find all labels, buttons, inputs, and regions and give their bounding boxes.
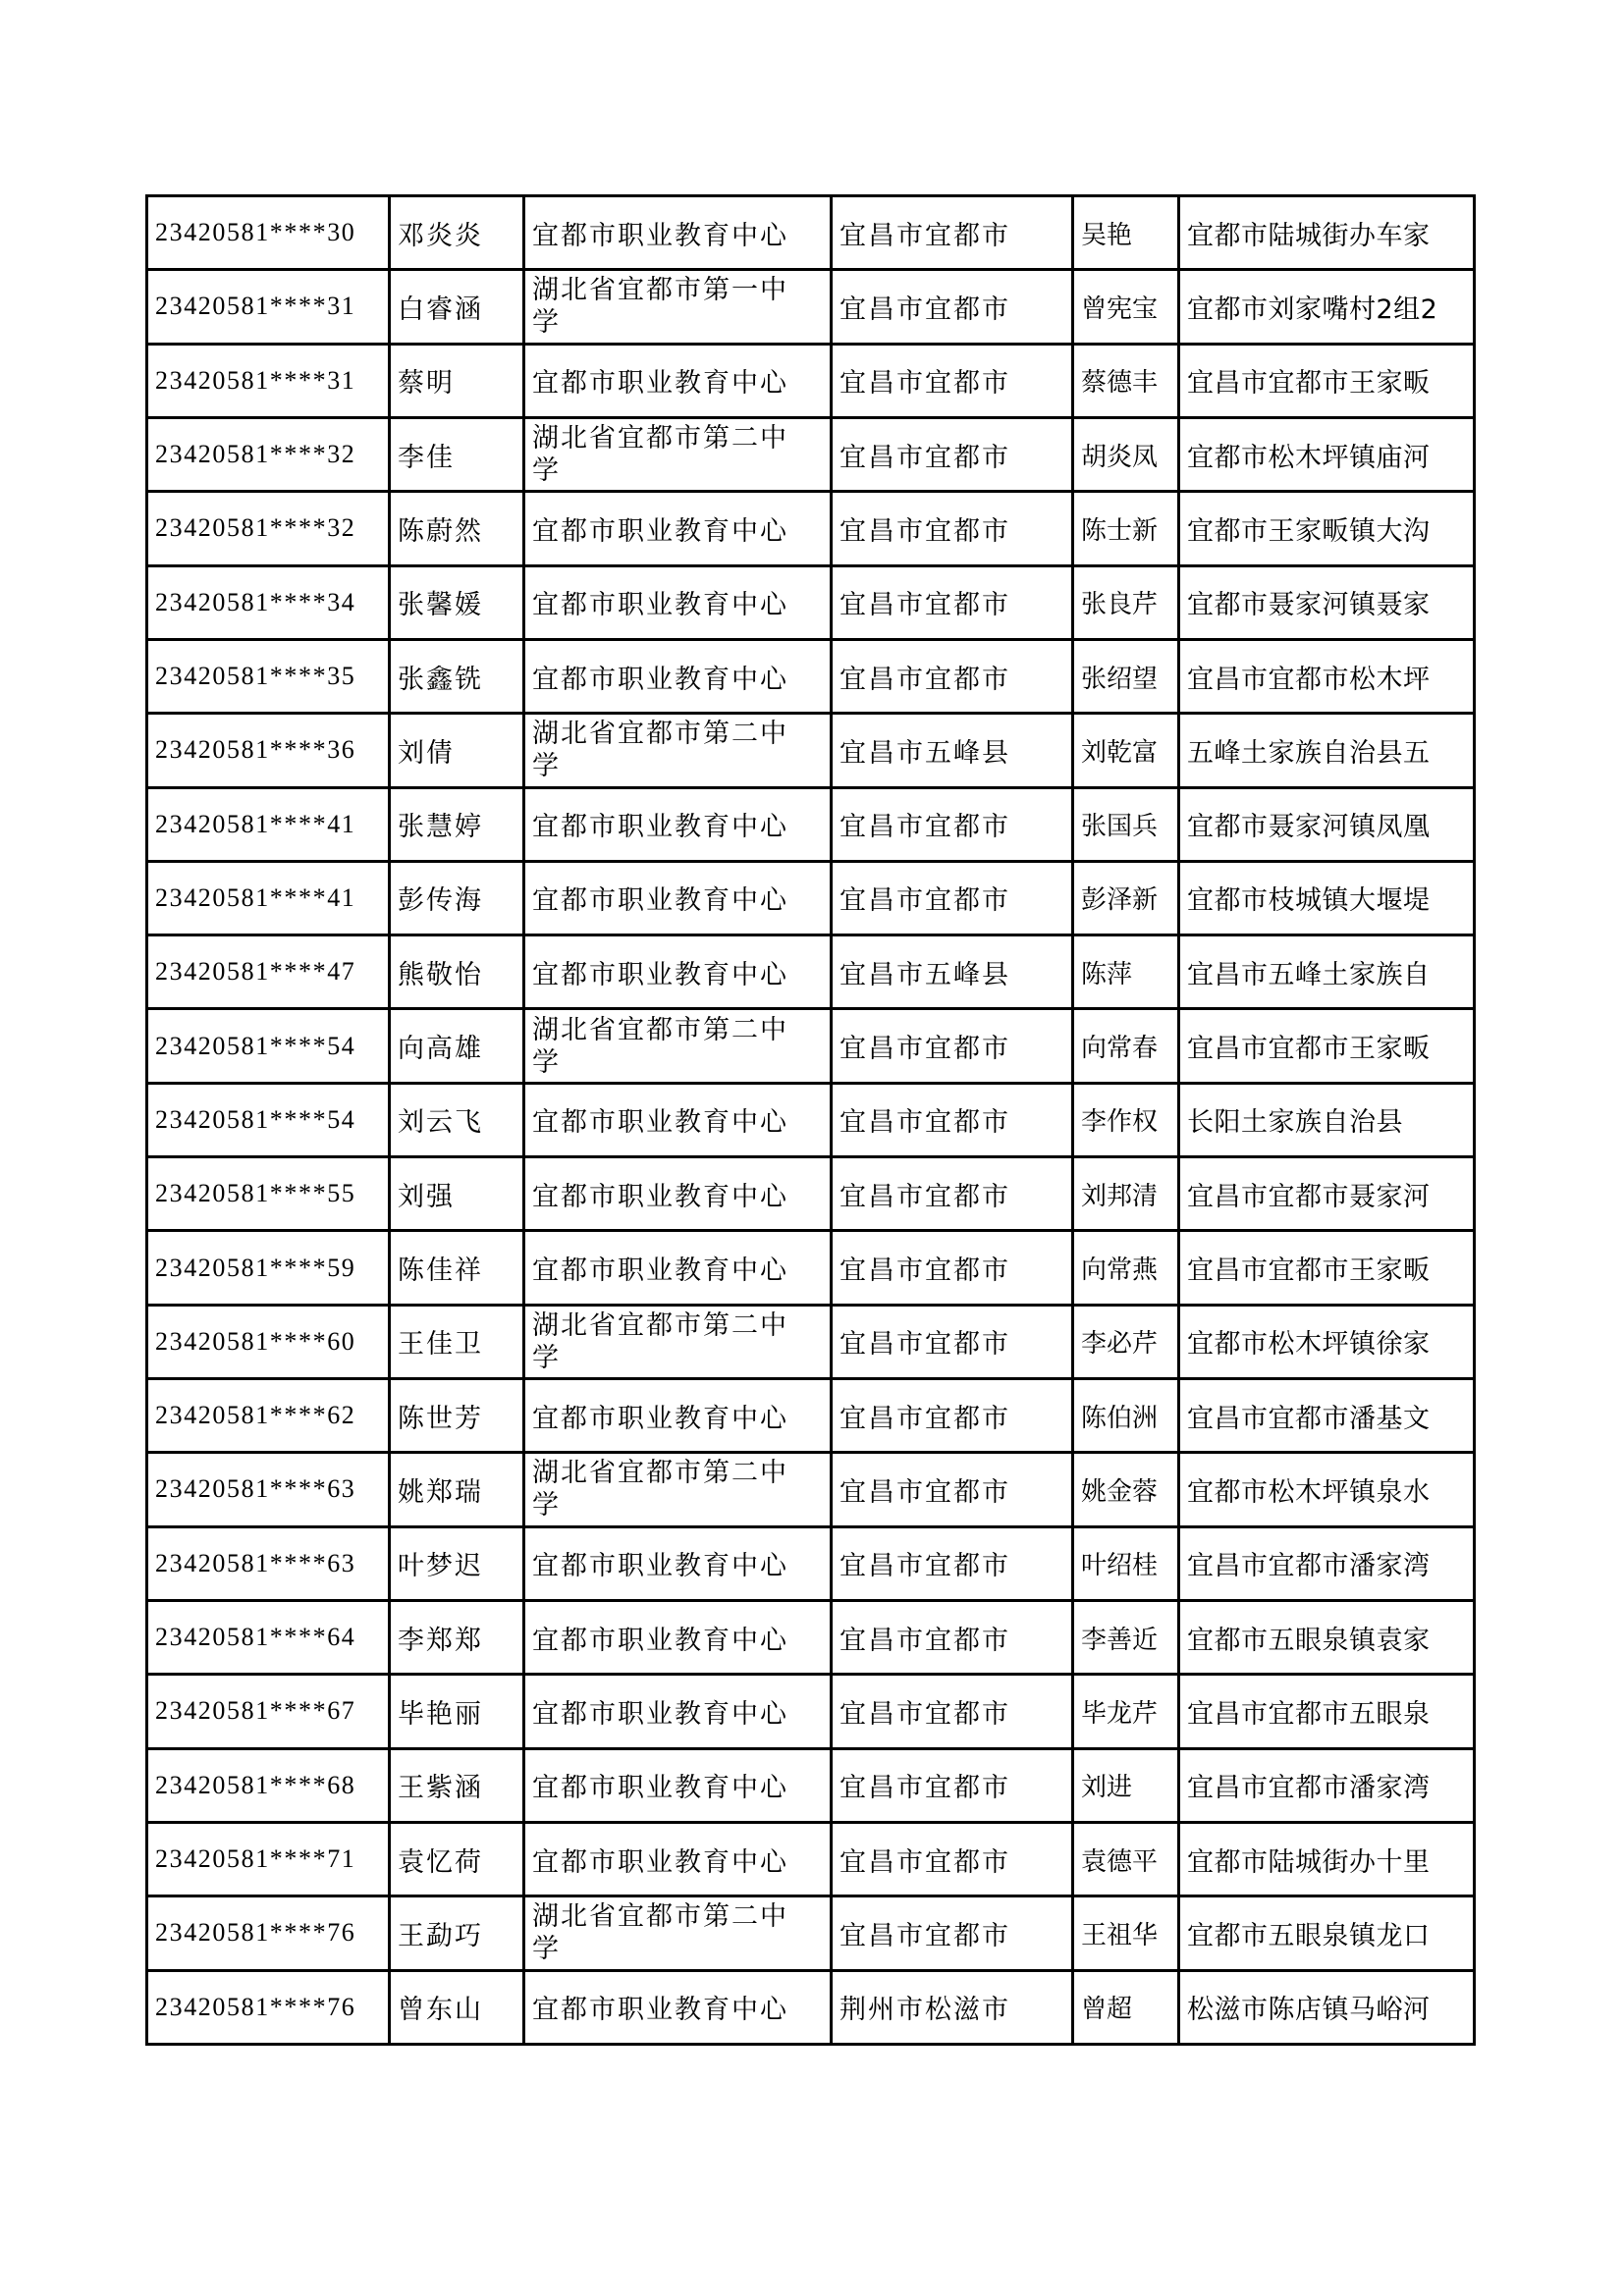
- id-number-cell: 23420581****34: [147, 565, 390, 639]
- school-cell: 宜都市职业教育中心: [524, 1526, 832, 1600]
- id-number-cell: 23420581****54: [147, 1009, 390, 1083]
- id-number-cell: 23420581****76: [147, 1896, 390, 1970]
- student-name-cell: 熊敬怡: [390, 935, 524, 1009]
- address-cell: 宜都市五眼泉镇龙口: [1179, 1896, 1475, 1970]
- student-name-cell: 陈佳祥: [390, 1231, 524, 1305]
- table-row: [147, 270, 1475, 344]
- id-number-cell: 23420581****41: [147, 861, 390, 934]
- table-row: [147, 1970, 1475, 2045]
- household-location-cell: 宜昌市宜都市: [832, 196, 1073, 270]
- guardian-name-cell: 毕龙芹: [1073, 1675, 1179, 1748]
- guardian-name-cell: 吴艳: [1073, 196, 1179, 270]
- address-cell: 宜昌市宜都市松木坪: [1179, 639, 1475, 713]
- student-name-cell: 陈世芳: [390, 1379, 524, 1453]
- address-cell: 宜都市陆城街办十里: [1179, 1822, 1475, 1896]
- school-cell: 湖北省宜都市第二中学: [524, 1896, 832, 1970]
- id-number-cell: 23420581****63: [147, 1453, 390, 1526]
- id-number-cell: 23420581****31: [147, 270, 390, 344]
- guardian-name-cell: 向常燕: [1073, 1231, 1179, 1305]
- guardian-name-cell: 刘进: [1073, 1748, 1179, 1822]
- address-cell: 宜都市刘家嘴村2组2: [1179, 270, 1475, 344]
- address-cell: 宜都市陆城街办车家: [1179, 196, 1475, 270]
- id-number-cell: 23420581****67: [147, 1675, 390, 1748]
- school-cell: 湖北省宜都市第二中学: [524, 1453, 832, 1526]
- student-name-cell: 张鑫铣: [390, 639, 524, 713]
- id-number-cell: 23420581****62: [147, 1379, 390, 1453]
- student-name-cell: 王紫涵: [390, 1748, 524, 1822]
- household-location-cell: 宜昌市五峰县: [832, 935, 1073, 1009]
- student-name-cell: 李郑郑: [390, 1600, 524, 1674]
- household-location-cell: 宜昌市宜都市: [832, 1675, 1073, 1748]
- guardian-name-cell: 彭泽新: [1073, 861, 1179, 934]
- household-location-cell: 宜昌市宜都市: [832, 639, 1073, 713]
- school-cell: 湖北省宜都市第二中学: [524, 417, 832, 491]
- table-row: [147, 1600, 1475, 1674]
- address-cell: 宜昌市宜都市王家畈: [1179, 1231, 1475, 1305]
- student-name-cell: 张慧婷: [390, 787, 524, 861]
- guardian-name-cell: 李作权: [1073, 1083, 1179, 1156]
- student-name-cell: 叶梦迟: [390, 1526, 524, 1600]
- household-location-cell: 宜昌市宜都市: [832, 1379, 1073, 1453]
- id-number-cell: 23420581****64: [147, 1600, 390, 1674]
- address-cell: 松滋市陈店镇马峪河: [1179, 1970, 1475, 2045]
- student-name-cell: 王佳卫: [390, 1305, 524, 1378]
- school-cell: 湖北省宜都市第二中学: [524, 1305, 832, 1378]
- address-cell: 宜昌市宜都市王家畈: [1179, 344, 1475, 417]
- household-location-cell: 宜昌市宜都市: [832, 1453, 1073, 1526]
- student-name-cell: 李佳: [390, 417, 524, 491]
- guardian-name-cell: 李必芹: [1073, 1305, 1179, 1378]
- student-name-cell: 蔡明: [390, 344, 524, 417]
- table-row: [147, 1305, 1475, 1378]
- id-number-cell: 23420581****68: [147, 1748, 390, 1822]
- household-location-cell: 宜昌市宜都市: [832, 1083, 1073, 1156]
- student-name-cell: 王勐巧: [390, 1896, 524, 1970]
- household-location-cell: 宜昌市宜都市: [832, 417, 1073, 491]
- household-location-cell: 荆州市松滋市: [832, 1970, 1073, 2045]
- id-number-cell: 23420581****41: [147, 787, 390, 861]
- id-number-cell: 23420581****35: [147, 639, 390, 713]
- address-cell: 宜都市聂家河镇聂家: [1179, 565, 1475, 639]
- student-name-cell: 白睿涵: [390, 270, 524, 344]
- guardian-name-cell: 曾宪宝: [1073, 270, 1179, 344]
- student-name-cell: 袁忆荷: [390, 1822, 524, 1896]
- id-number-cell: 23420581****31: [147, 344, 390, 417]
- household-location-cell: 宜昌市宜都市: [832, 1526, 1073, 1600]
- address-cell: 宜昌市宜都市潘家湾: [1179, 1748, 1475, 1822]
- student-name-cell: 刘强: [390, 1157, 524, 1231]
- guardian-name-cell: 曾超: [1073, 1970, 1179, 2045]
- address-cell: 宜昌市五峰土家族自: [1179, 935, 1475, 1009]
- school-cell: 宜都市职业教育中心: [524, 935, 832, 1009]
- household-location-cell: 宜昌市宜都市: [832, 565, 1073, 639]
- household-location-cell: 宜昌市宜都市: [832, 1305, 1073, 1378]
- school-cell: 宜都市职业教育中心: [524, 1970, 832, 2045]
- student-name-cell: 彭传海: [390, 861, 524, 934]
- school-cell: 宜都市职业教育中心: [524, 1379, 832, 1453]
- id-number-cell: 23420581****60: [147, 1305, 390, 1378]
- school-cell: 宜都市职业教育中心: [524, 639, 832, 713]
- id-number-cell: 23420581****63: [147, 1526, 390, 1600]
- id-number-cell: 23420581****32: [147, 417, 390, 491]
- address-cell: 宜都市五眼泉镇袁家: [1179, 1600, 1475, 1674]
- student-name-cell: 刘倩: [390, 714, 524, 787]
- school-cell: 宜都市职业教育中心: [524, 1822, 832, 1896]
- address-cell: 宜都市聂家河镇凤凰: [1179, 787, 1475, 861]
- address-cell: 五峰土家族自治县五: [1179, 714, 1475, 787]
- school-cell: 湖北省宜都市第二中学: [524, 714, 832, 787]
- household-location-cell: 宜昌市宜都市: [832, 492, 1073, 565]
- table-row: [147, 1157, 1475, 1231]
- id-number-cell: 23420581****36: [147, 714, 390, 787]
- school-cell: 宜都市职业教育中心: [524, 1748, 832, 1822]
- table-row: [147, 861, 1475, 934]
- school-cell: 宜都市职业教育中心: [524, 1083, 832, 1156]
- school-cell: 宜都市职业教育中心: [524, 1600, 832, 1674]
- table-row: [147, 1453, 1475, 1526]
- table-row: [147, 639, 1475, 713]
- guardian-name-cell: 刘邦清: [1073, 1157, 1179, 1231]
- guardian-name-cell: 陈士新: [1073, 492, 1179, 565]
- table-row: [147, 565, 1475, 639]
- guardian-name-cell: 张良芹: [1073, 565, 1179, 639]
- school-cell: 宜都市职业教育中心: [524, 1675, 832, 1748]
- student-name-cell: 姚郑瑞: [390, 1453, 524, 1526]
- school-cell: 宜都市职业教育中心: [524, 565, 832, 639]
- id-number-cell: 23420581****59: [147, 1231, 390, 1305]
- id-number-cell: 23420581****32: [147, 492, 390, 565]
- table-row: [147, 1748, 1475, 1822]
- guardian-name-cell: 陈萍: [1073, 935, 1179, 1009]
- table-row: [147, 787, 1475, 861]
- school-cell: 宜都市职业教育中心: [524, 196, 832, 270]
- address-cell: 宜都市松木坪镇徐家: [1179, 1305, 1475, 1378]
- table-row: [147, 492, 1475, 565]
- school-cell: 湖北省宜都市第二中学: [524, 1009, 832, 1083]
- guardian-name-cell: 袁德平: [1073, 1822, 1179, 1896]
- guardian-name-cell: 姚金蓉: [1073, 1453, 1179, 1526]
- table-row: [147, 1526, 1475, 1600]
- id-number-cell: 23420581****71: [147, 1822, 390, 1896]
- id-number-cell: 23420581****47: [147, 935, 390, 1009]
- guardian-name-cell: 李善近: [1073, 1600, 1179, 1674]
- school-cell: 湖北省宜都市第一中学: [524, 270, 832, 344]
- id-number-cell: 23420581****54: [147, 1083, 390, 1156]
- school-cell: 宜都市职业教育中心: [524, 1157, 832, 1231]
- address-cell: 宜昌市宜都市王家畈: [1179, 1009, 1475, 1083]
- household-location-cell: 宜昌市宜都市: [832, 1157, 1073, 1231]
- school-cell: 宜都市职业教育中心: [524, 787, 832, 861]
- guardian-name-cell: 胡炎凤: [1073, 417, 1179, 491]
- table-row: [147, 1009, 1475, 1083]
- address-cell: 宜昌市宜都市潘家湾: [1179, 1526, 1475, 1600]
- address-cell: 宜昌市宜都市聂家河: [1179, 1157, 1475, 1231]
- guardian-name-cell: 张国兵: [1073, 787, 1179, 861]
- roster-body: [147, 196, 1475, 2045]
- table-row: [147, 1083, 1475, 1156]
- household-location-cell: 宜昌市五峰县: [832, 714, 1073, 787]
- guardian-name-cell: 刘乾富: [1073, 714, 1179, 787]
- address-cell: 宜都市枝城镇大堰堤: [1179, 861, 1475, 934]
- household-location-cell: 宜昌市宜都市: [832, 1600, 1073, 1674]
- address-cell: 宜都市松木坪镇泉水: [1179, 1453, 1475, 1526]
- table-row: [147, 196, 1475, 270]
- guardian-name-cell: 向常春: [1073, 1009, 1179, 1083]
- household-location-cell: 宜昌市宜都市: [832, 1896, 1073, 1970]
- household-location-cell: 宜昌市宜都市: [832, 1231, 1073, 1305]
- student-name-cell: 张馨媛: [390, 565, 524, 639]
- student-name-cell: 刘云飞: [390, 1083, 524, 1156]
- student-name-cell: 曾东山: [390, 1970, 524, 2045]
- address-cell: 宜都市松木坪镇庙河: [1179, 417, 1475, 491]
- table-row: [147, 417, 1475, 491]
- table-row: [147, 1896, 1475, 1970]
- student-name-cell: 陈蔚然: [390, 492, 524, 565]
- household-location-cell: 宜昌市宜都市: [832, 1748, 1073, 1822]
- address-cell: 宜都市王家畈镇大沟: [1179, 492, 1475, 565]
- address-cell: 宜昌市宜都市潘基文: [1179, 1379, 1475, 1453]
- guardian-name-cell: 叶绍桂: [1073, 1526, 1179, 1600]
- guardian-name-cell: 蔡德丰: [1073, 344, 1179, 417]
- household-location-cell: 宜昌市宜都市: [832, 1009, 1073, 1083]
- school-cell: 宜都市职业教育中心: [524, 861, 832, 934]
- household-location-cell: 宜昌市宜都市: [832, 270, 1073, 344]
- household-location-cell: 宜昌市宜都市: [832, 861, 1073, 934]
- student-roster-table: [145, 194, 1476, 2046]
- school-cell: 宜都市职业教育中心: [524, 492, 832, 565]
- student-name-cell: 向高雄: [390, 1009, 524, 1083]
- household-location-cell: 宜昌市宜都市: [832, 1822, 1073, 1896]
- id-number-cell: 23420581****55: [147, 1157, 390, 1231]
- table-row: [147, 344, 1475, 417]
- address-cell: 宜昌市宜都市五眼泉: [1179, 1675, 1475, 1748]
- table-row: [147, 1822, 1475, 1896]
- school-cell: 宜都市职业教育中心: [524, 1231, 832, 1305]
- table-row: [147, 1231, 1475, 1305]
- guardian-name-cell: 陈伯洲: [1073, 1379, 1179, 1453]
- guardian-name-cell: 王祖华: [1073, 1896, 1179, 1970]
- household-location-cell: 宜昌市宜都市: [832, 787, 1073, 861]
- table-row: [147, 935, 1475, 1009]
- address-cell: 长阳土家族自治县: [1179, 1083, 1475, 1156]
- table-row: [147, 714, 1475, 787]
- guardian-name-cell: 张绍望: [1073, 639, 1179, 713]
- household-location-cell: 宜昌市宜都市: [832, 344, 1073, 417]
- id-number-cell: 23420581****76: [147, 1970, 390, 2045]
- table-row: [147, 1675, 1475, 1748]
- student-name-cell: 毕艳丽: [390, 1675, 524, 1748]
- student-name-cell: 邓炎炎: [390, 196, 524, 270]
- table-row: [147, 1379, 1475, 1453]
- school-cell: 宜都市职业教育中心: [524, 344, 832, 417]
- id-number-cell: 23420581****30: [147, 196, 390, 270]
